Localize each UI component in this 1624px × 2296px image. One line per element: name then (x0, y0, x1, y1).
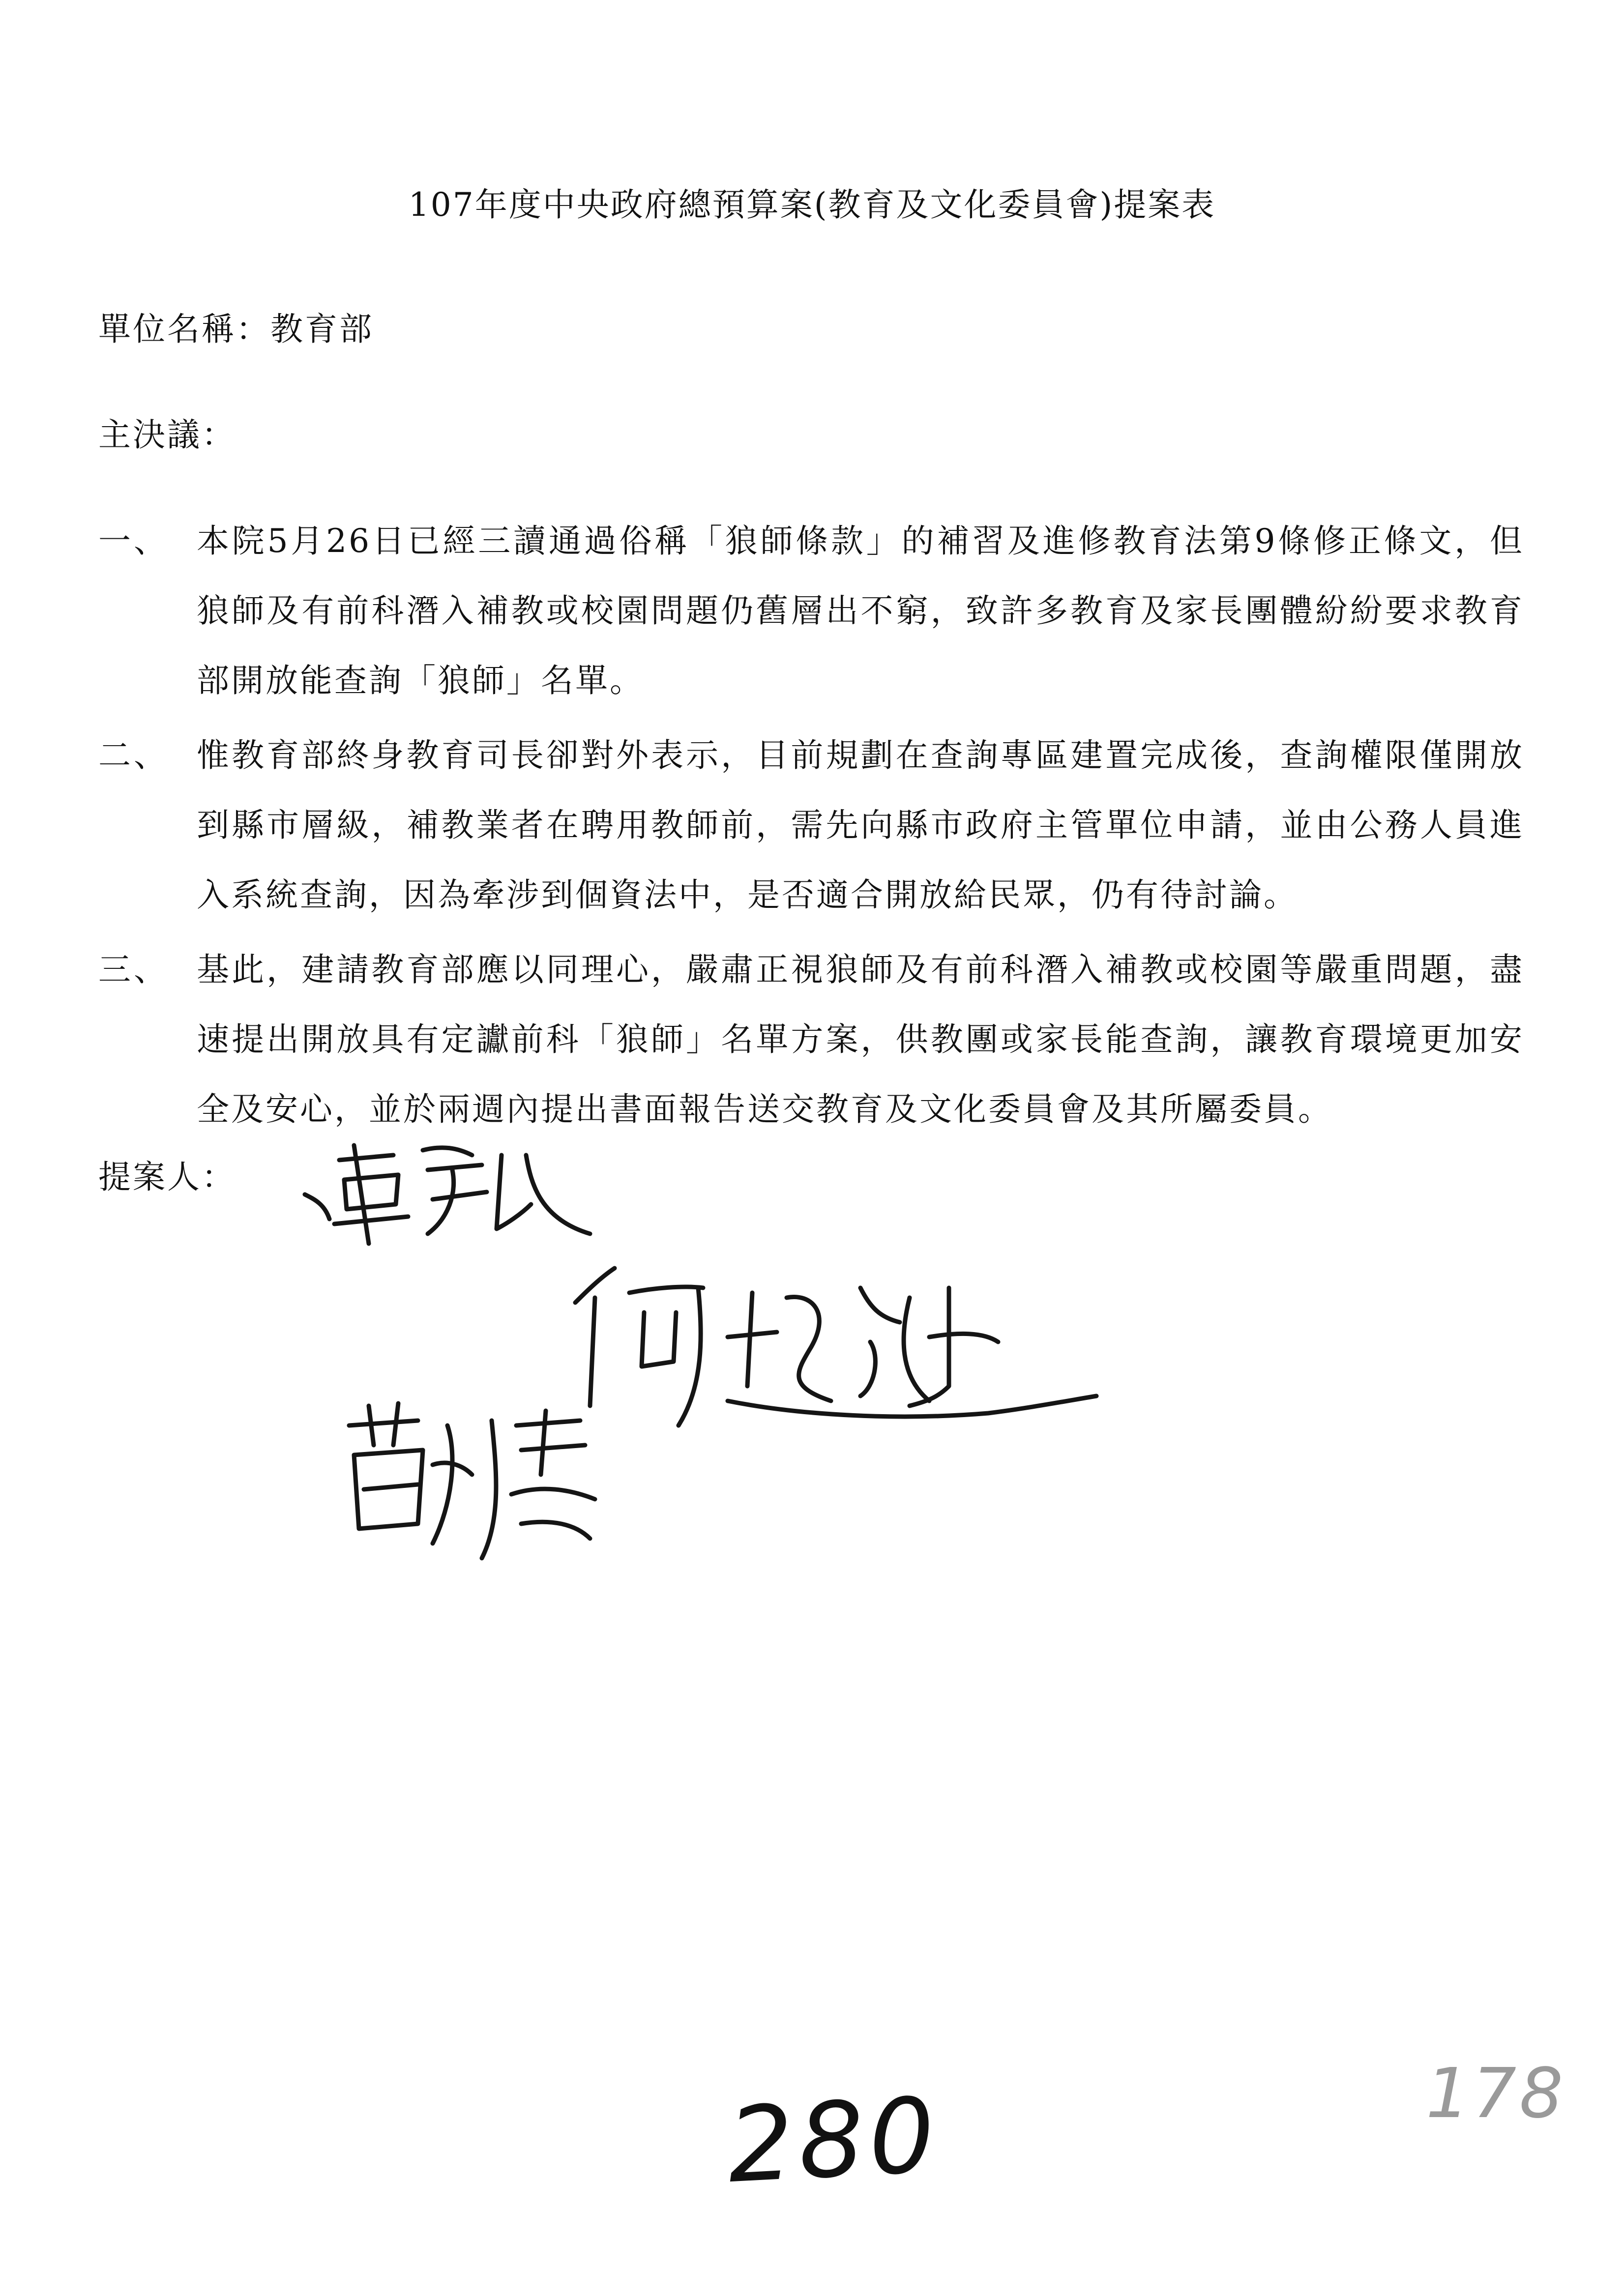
unit-name: 單位名稱：教育部 (98, 310, 374, 348)
item-text: 基此，建請教育部應以同理心，嚴肅正視狼師及有前科潛入補教或校園等嚴重問題，盡速提出開放具有定讞前科「狼師」名單方案，供教團或家長能查詢，讓教育環境更加安全及安心，並於兩週內提出書面報告送交教育及文化委員會及其所屬委員。 (197, 951, 1524, 1128)
resolution-item (98, 721, 1524, 930)
resolution-item (98, 506, 1524, 716)
signature-3 (334, 1396, 610, 1573)
signature-1 (295, 1106, 600, 1253)
pencil-annotation: 178 (1426, 2054, 1566, 2134)
item-number: 三、 (98, 951, 169, 988)
signature-2 (556, 1239, 1106, 1465)
item-text: 惟教育部終身教育司長卻對外表示，目前規劃在查詢專區建置完成後，查詢權限僅開放到縣市層級，補教業者在聘用教師前，需先向縣市政府主管單位申請，並由公務人員進入系統查詢，因為牽涉到個資法中，是否適合開放給民眾，仍有待討論。 (197, 736, 1524, 914)
item-number: 一、 (98, 522, 169, 560)
proposer-label: 提案人： (98, 1158, 236, 1196)
document-title: 107年度中央政府總預算案(教育及文化委員會)提案表 (408, 186, 1216, 224)
resolution-items (98, 506, 1524, 1149)
page-number: 280 (724, 2074, 943, 2207)
resolution-label: 主決議： (98, 416, 236, 454)
item-number: 二、 (98, 736, 169, 774)
item-text: 本院5月26日已經三讀通過俗稱「狼師條款」的補習及進修教育法第9條修正條文，但狼師及有前科潛入補教或校園問題仍舊層出不窮，致許多教育及家長團體紛紛要求教育部開放能查詢「狼師」名單。 (197, 522, 1524, 699)
